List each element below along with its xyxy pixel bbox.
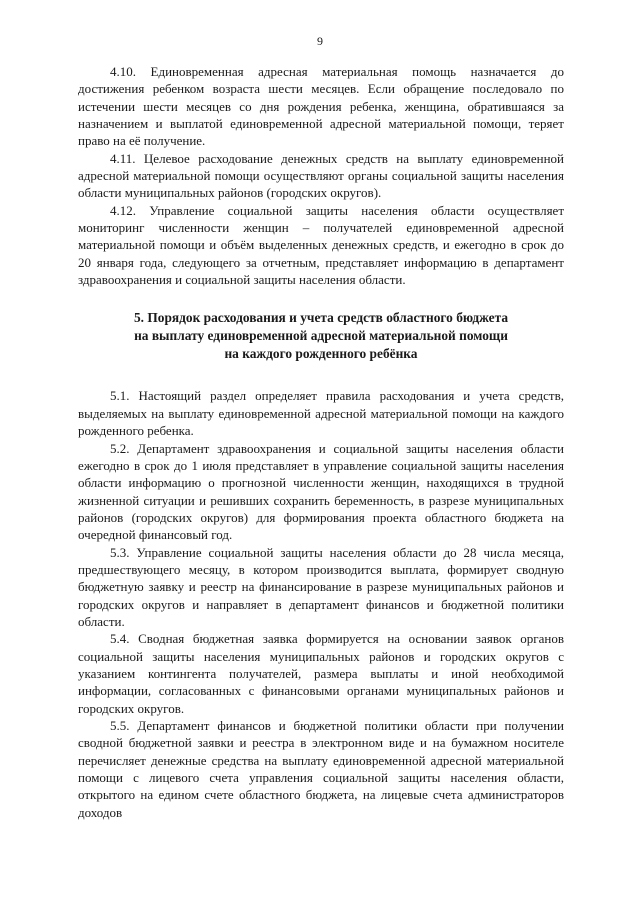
paragraph-4-12: 4.12. Управление социальной защиты населения области осуществляет мониторинг численности женщин – получателей единовременной адресной материальной помощи и объём выделенных денежных средств, и ежегодно в срок до 20 января года, следующего за отчетным, представляет информацию в департамент здравоохранения и социальной защиты населения области. (78, 202, 564, 288)
page-number: 9 (317, 34, 323, 48)
section-heading-line-3: на каждого рожденного ребёнка (224, 346, 418, 362)
document-body (78, 63, 564, 821)
paragraph-4-10: 4.10. Единовременная адресная материальная помощь назначается до достижения ребенком возраста шести месяцев. Если обращение последовало по истечении шести месяцев со дня рождения ребенка, женщина, обратившаяся за назначением и выплатой единовременной адресной материальной помощи, теряет право на её получение. (78, 64, 564, 149)
paragraph-5-2: 5.2. Департамент здравоохранения и социальной защиты населения области ежегодно в срок до 1 июля представляет в управление социальной защиты населения области информацию о прогнозной численности женщин, находящихся в трудной жизненной ситуации и решивших сохранить беременность, в разрезе муниципальных районов (городских округов) для формирования проекта областного бюджета на очередной финансовый год. (78, 440, 564, 543)
paragraph-5-4: 5.4. Сводная бюджетная заявка формируется на основании заявок органов социальной защиты населения муниципальных районов и городских округов с указанием контингента получателей, размера выплаты и иной необходимой информации, согласованных с финансовыми органами муниципальных районов и городских округов. (78, 631, 564, 716)
paragraph-5-3: 5.3. Управление социальной защиты населения области до 28 числа месяца, предшествующего месяцу, в котором производится выплата, формирует сводную бюджетную заявку и реестр на финансирование в разрезе муниципальных районов и городских округов и направляет в департамент финансов и бюджетной политики области. (78, 544, 564, 629)
paragraph-4-11: 4.11. Целевое расходование денежных средств на выплату единовременной адресной материальной помощи осуществляют органы социальной защиты населения области муниципальных районов (городских округов). (78, 150, 564, 201)
section-heading-line-2: на выплату единовременной адресной материальной помощи (134, 328, 508, 344)
paragraph-5-5: 5.5. Департамент финансов и бюджетной политики области при получении сводной бюджетной заявки и реестра в электронном виде и на бумажном носителе перечисляет денежные средства на выплату единовременной адресной материальной помощи с лицевого счета управления социальной защиты населения области, открытого на едином счете областного бюджета, на лицевые счета администраторов доходов (78, 718, 564, 820)
section-heading-line-1: 5. Порядок расходования и учета средств областного бюджета (133, 310, 509, 326)
paragraph-5-1: 5.1. Настоящий раздел определяет правила расходования и учета средств, выделяемых на выплату единовременной адресной материальной помощи на каждого рожденного ребенка. (78, 388, 564, 439)
section-5-heading (78, 309, 564, 363)
